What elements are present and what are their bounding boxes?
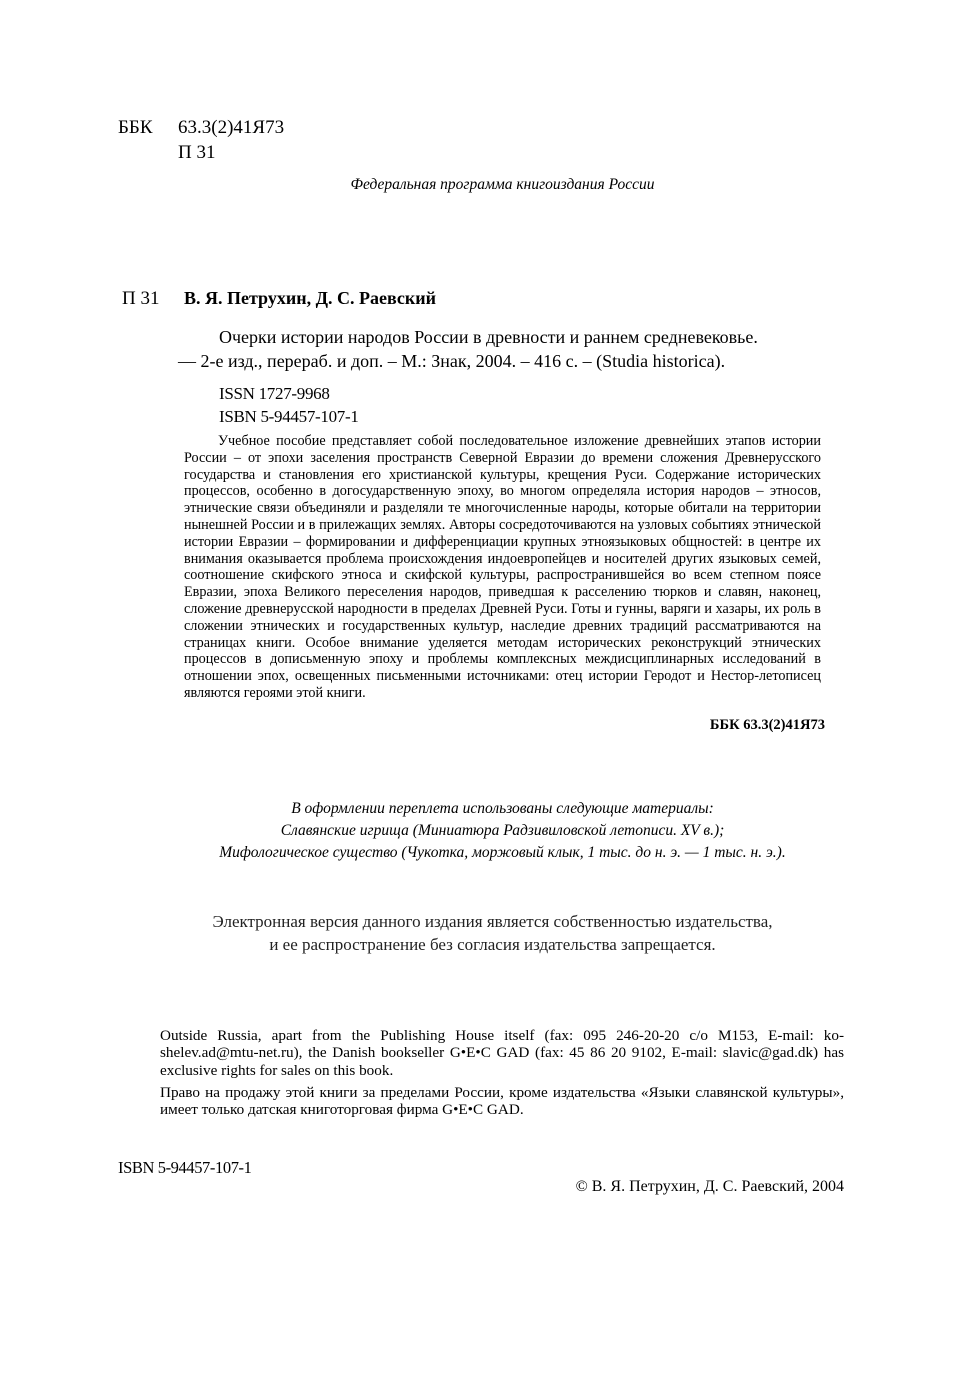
title-line-1: Очерки истории народов России в древности и раннем средневековье. [219, 327, 758, 347]
rights-notice: Право на продажу этой книги за пределами России, кроме издательства «Языки славянской культуры», имеет только датская книготорговая фирма G•E•C GAD. [160, 1084, 844, 1119]
bbk-code: 63.3(2)41Я73 [178, 117, 285, 138]
author-mark: П 31 [178, 142, 216, 163]
isbn-bottom: ISBN 5-94457-107-1 [118, 1158, 252, 1177]
isbn: ISBN 5-94457-107-1 [219, 407, 359, 426]
issn: ISSN 1727-9968 [219, 384, 330, 403]
book-title [178, 325, 838, 373]
identifiers [219, 382, 359, 428]
electronic-line-1: Электронная версия данного издания является собственностью издательства, [212, 912, 773, 931]
bbk-label: ББК [118, 117, 153, 138]
title-line-2: — 2-е изд., перераб. и доп. – М.: Знак, 2004. – 416 с. – (Studia historica). [178, 351, 726, 371]
bbk-bottom: ББК 63.3(2)41Я73 [709, 717, 825, 733]
electronic-line-2: и ее распространение без согласия издательства запрещается. [269, 935, 716, 954]
bbk-classification [118, 115, 284, 165]
abstract: Учебное пособие представляет собой последовательное изложение древнейших этапов истории России – от эпохи заселения пространств Северной Евразии до времени сложения Древнерусского государства и становления его христианской культуры, крещения Руси. Содержание исторических процессов, особенно в догосударственную эпоху, во многом определяла история народов – этносов, этнические связи объединяли и разделяли те многочисленные народы, которые обитали на территории нынешней России и в прилежащих землях. Авторы сосредоточиваются на узловых событиях этнической истории Евразии – формировании и дифференциации крупных этноязыковых общностей: в центре их внимания оказывается проблема происхождения индоевропейцев и носителей других языковых семей, соотношение скифского этноса и скифской культуры, распространившейся во всем степном поясе Евразии, эпоха Великого переселения народов, приведшая к расселению тюрков и славян, наконец, сложение древнерусской народности в пределах Древней Руси. Готы и гунны, варяги и хазары, их роль в сложении этнических и государственных культур, наследие древних традиций рассматриваются на страницах книги. Особое внимание уделяется методам исторических реконструкций этнических процессов в дописьменную эпоху и проблемы комплексных междисциплинарных исследований в отношении эпох, освещенных письменными источниками: отец истории Геродот и Нестор-летописец являются героями этой книги. [184, 433, 821, 701]
program-note: Федеральная программа книгоиздания России [350, 176, 655, 193]
cover-line-3: Мифологическое существо (Чукотка, моржовый клык, 1 тыс. до н. э. — 1 тыс. н. э.). [219, 844, 786, 861]
cover-line-2: Славянские игрища (Миниатюра Радзивиловской летописи. XV в.); [280, 822, 725, 839]
copyright: © В. Я. Петрухин, Д. С. Раевский, 2004 [575, 1178, 844, 1195]
cover-materials [0, 798, 969, 864]
cover-line-1: В оформлении переплета использованы следующие материалы: [291, 800, 714, 817]
electronic-notice [0, 910, 969, 956]
outside-russia-notice: Outside Russia, apart from the Publishing House itself (fax: 095 246-20-20 c/o M153, E-mail: koshelev.ad@mtu-net.ru), the Danish bookseller G•E•C GAD (fax: 45 86 20 9102, E-mail: slavic@gad.dk) has exclusive rights for sales on this book. [160, 1027, 844, 1079]
authors: В. Я. Петрухин, Д. С. Раевский [184, 288, 436, 308]
shelf-mark: П 31 [122, 288, 160, 309]
